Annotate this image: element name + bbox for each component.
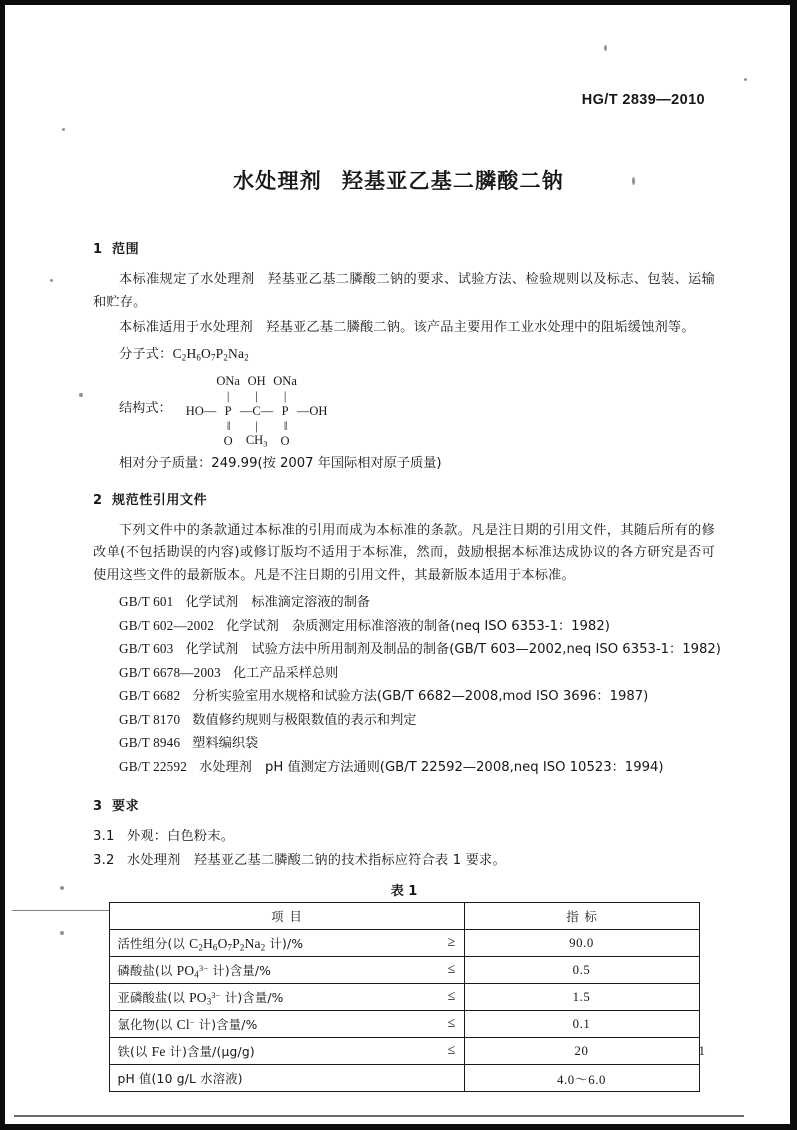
atom-ho-left: HO— — [185, 404, 217, 419]
molecular-formula-label: 分子式： — [119, 346, 173, 362]
structure-top-bonds — [186, 389, 328, 404]
table-cell-value: 4.0～6.0 — [464, 1065, 699, 1092]
substituent-o-right: O — [280, 434, 290, 449]
reference-item — [93, 709, 715, 733]
item-text: 活性组分(以 — [117, 937, 190, 952]
item-unit: 计)/% — [265, 937, 304, 952]
reference-item — [93, 638, 721, 662]
atom-p-left: P — [224, 404, 232, 419]
reference-title: 化学试剂 杂质测定用标准溶液的制备(neq ISO 6353-1：1982) — [226, 618, 610, 634]
clause-heading-3 — [93, 795, 715, 814]
table-cell-item — [109, 1038, 464, 1065]
document-body — [93, 238, 721, 1092]
reference-code: GB/T 603 — [119, 641, 174, 657]
relative-molecular-mass: 相对分子质量：249.99(按 2007 年国际相对原子质量) — [119, 455, 442, 471]
bond-double: ‖ — [283, 419, 287, 434]
page-title — [0, 165, 797, 195]
table-cell-item — [109, 1065, 464, 1092]
reference-code: GB/T 6678—2003 — [119, 664, 221, 680]
clause-2-paragraph-1: 下列文件中的条款通过本标准的引用而成为本标准的条款。凡是注日期的引用文件，其随后所有的修改单(不包括勘误的内容)或修订版均不适用于本标准，然而，鼓励根据本标准达成协议的各方研究是否可使用这些文件的最新版本。凡是不注日期的引用文件，其最新版本适用于本标准。 — [93, 522, 715, 583]
table-cell-item — [109, 984, 464, 1011]
clause-number-1: 1 — [93, 242, 103, 257]
requirement-3-1 — [93, 826, 715, 849]
structure-backbone — [186, 404, 328, 419]
table-cell-value: 90.0 — [464, 930, 699, 957]
bond-double: ‖ — [226, 419, 230, 434]
item-unit: 计)含量/% — [220, 991, 284, 1006]
comparison-operator: ≤ — [447, 962, 456, 978]
atom-c: —C— — [239, 404, 274, 419]
comparison-operator: ≥ — [447, 935, 456, 951]
reference-code: GB/T 22592 — [119, 758, 188, 774]
reference-item — [93, 591, 715, 615]
molecular-formula-line — [93, 343, 715, 368]
item-chemical: $C_2H_6O_7P_2Na_2$ — [189, 936, 266, 953]
item-text: 氯化物(以 — [117, 1018, 177, 1033]
table-cell-value: 0.1 — [464, 1011, 699, 1038]
comparison-operator: ≤ — [447, 989, 456, 1005]
reference-code: GB/T 8170 — [119, 711, 181, 727]
reference-title: 化学试剂 试验方法中所用制剂及制品的制备(GB/T 603—2002,neq ISO 6353-1：1982) — [185, 642, 721, 658]
substituent-o-left: O — [223, 434, 233, 449]
reference-item — [93, 662, 715, 686]
table-cell-item — [109, 957, 464, 984]
table-cell-value: 20 — [464, 1038, 699, 1065]
item-chemical: $PO_4^{3-}$ — [176, 963, 209, 980]
structure-grid — [186, 374, 328, 449]
reference-code: GB/T 6682 — [119, 688, 181, 704]
item-unit: 计)含量/% — [194, 1018, 258, 1033]
item-text: pH 值(10 g/L 水溶液) — [117, 1072, 243, 1087]
requirement-3-2-text: 水处理剂 羟基亚乙基二膦酸二钠的技术指标应符合表 1 要求。 — [127, 852, 506, 868]
requirement-3-2 — [93, 850, 715, 873]
table-cell-item — [109, 1011, 464, 1038]
page-title-part1: 水处理剂 — [233, 169, 322, 193]
requirement-3-2-number: 3.2 — [93, 852, 115, 868]
clause-title-2: 规范性引用文件 — [112, 492, 208, 508]
reference-code: GB/T 601 — [119, 594, 174, 610]
column-header-index: 指标 — [464, 903, 699, 930]
reference-item — [93, 756, 715, 780]
reference-code: GB/T 602—2002 — [119, 617, 215, 633]
item-chemical: Fe — [151, 1044, 166, 1060]
page-number: 1 — [698, 1043, 705, 1058]
structural-formula-label: 结构式： — [119, 401, 172, 417]
table-row — [109, 1065, 699, 1092]
clause-1-paragraph-2: 本标准适用于水处理剂 羟基亚乙基二膦酸二钠。该产品主要用作工业水处理中的阻垢缓蚀剂等。 — [119, 320, 695, 335]
clause-number-2: 2 — [93, 492, 103, 508]
atom-oh-right: —OH — [296, 404, 328, 419]
clause-title-1: 范围 — [112, 242, 140, 257]
clause-heading-1 — [93, 238, 715, 257]
clause-heading-2 — [93, 489, 715, 508]
bond-vertical: | — [283, 389, 287, 404]
column-header-item: 项目 — [109, 903, 464, 930]
structural-formula-diagram — [186, 374, 328, 449]
molecular-formula-value: $C_2H_6O_7P_2Na_2$ — [172, 345, 249, 362]
bond-vertical: | — [226, 389, 230, 404]
structure-bottom-substituents — [186, 434, 328, 449]
requirement-3-1-text: 外观：白色粉末。 — [127, 829, 235, 845]
table-caption: 表 1 — [390, 884, 418, 900]
reference-item — [93, 615, 715, 639]
clause-1-paragraph-1: 本标准规定了水处理剂 羟基亚乙基二膦酸二钠的要求、试验方法、检验规则以及标志、包装、运输和贮存。 — [93, 272, 715, 310]
table-cell-item — [109, 930, 464, 957]
substituent-oh: OH — [247, 374, 266, 389]
normative-reference-list — [93, 591, 721, 779]
table-cell-value: 0.5 — [464, 957, 699, 984]
bond-vertical: | — [255, 419, 258, 434]
table-row — [109, 930, 699, 957]
table-row — [109, 984, 699, 1011]
table-row — [109, 1038, 699, 1065]
reference-code: GB/T 8946 — [119, 735, 181, 751]
comparison-operator: ≤ — [447, 1043, 456, 1059]
item-text: 铁(以 — [117, 1045, 152, 1060]
specification-table — [109, 902, 700, 1092]
structure-top-substituents — [186, 374, 328, 389]
page-title-part2: 羟基亚乙基二膦酸二钠 — [341, 169, 564, 193]
item-text: 磷酸盐(以 — [117, 964, 177, 979]
reference-item — [93, 732, 715, 756]
comparison-operator: ≤ — [447, 1016, 456, 1032]
reference-title: 水处理剂 pH 值测定方法通则(GB/T 22592—2008,neq ISO 10523：1994) — [199, 759, 664, 775]
reference-title: 分析实验室用水规格和试验方法(GB/T 6682—2008,mod ISO 3696：1987) — [192, 689, 649, 705]
item-unit: 计)含量/% — [208, 964, 272, 979]
requirement-3-1-number: 3.1 — [93, 829, 115, 845]
reference-title: 数值修约规则与极限数值的表示和判定 — [192, 712, 417, 728]
item-chemical: $PO_3^{3-}$ — [189, 990, 221, 1007]
clause-title-3: 要求 — [112, 799, 140, 815]
table-row — [109, 957, 699, 984]
structural-formula-line — [93, 370, 715, 447]
substituent-ona-left: ONa — [216, 374, 240, 389]
reference-title: 塑料编织袋 — [192, 736, 259, 752]
substituent-ch3: $CH_3$ — [245, 433, 268, 449]
standard-number: HG/T 2839—2010 — [581, 92, 705, 108]
item-chemical: Cl− — [176, 1017, 195, 1033]
atom-p-right: P — [281, 404, 289, 419]
reference-title: 化学试剂 标准滴定溶液的制备 — [185, 595, 371, 611]
structure-bottom-bonds — [186, 419, 328, 434]
item-text: 亚磷酸盐(以 — [117, 991, 190, 1006]
substituent-ona-right: ONa — [273, 374, 297, 389]
reference-item — [93, 685, 715, 709]
table-row — [109, 1011, 699, 1038]
table-header-row — [109, 903, 699, 930]
table-cell-value: 1.5 — [464, 984, 699, 1011]
clause-number-3: 3 — [93, 799, 103, 815]
bond-vertical: | — [255, 389, 258, 404]
reference-title: 化工产品采样总则 — [232, 665, 339, 681]
item-unit: 计)含量/(μg/g) — [165, 1045, 255, 1060]
